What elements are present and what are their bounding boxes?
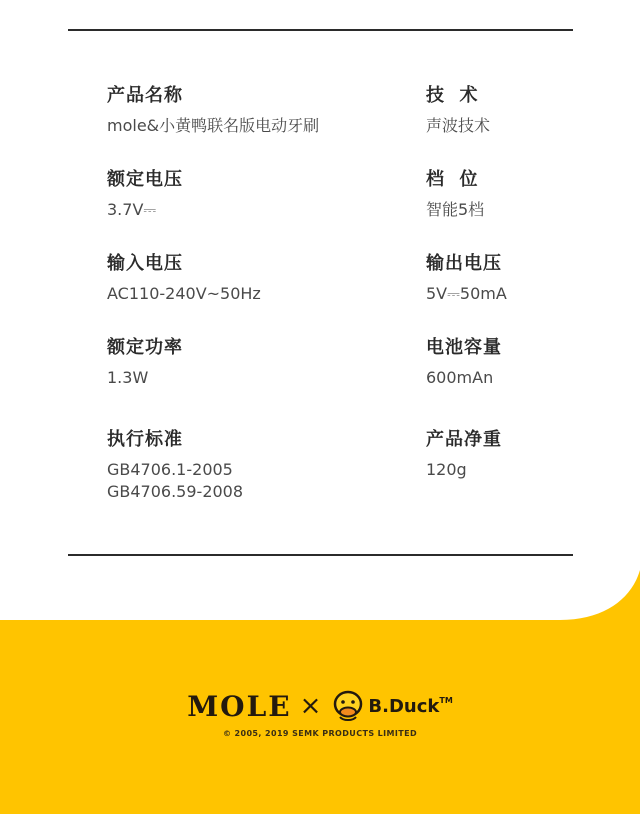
bduck-wordmark <box>368 696 452 717</box>
brand-logos <box>0 686 640 726</box>
spec-value: 120g <box>426 460 467 479</box>
spec-product-name <box>107 85 319 137</box>
spec-value: AC110-240V~50Hz <box>107 284 261 303</box>
spec-value: 600mAn <box>426 368 494 387</box>
spec-battery-capacity <box>426 337 502 389</box>
spec-label: 输出电压 <box>426 253 502 274</box>
spec-rated-voltage <box>107 169 183 221</box>
spec-label: 技 术 <box>426 85 479 106</box>
trademark-mark: TM <box>439 695 453 705</box>
copyright-notice: © 2005, 2019 SEMK PRODUCTS LIMITED <box>222 729 418 738</box>
spec-input-voltage <box>107 253 261 305</box>
spec-value: GB4706.1-2005 <box>107 460 233 479</box>
spec-value: 智能5档 <box>426 200 485 219</box>
spec-technology <box>426 85 490 137</box>
spec-output-voltage <box>426 253 507 305</box>
bottom-divider <box>68 554 573 556</box>
spec-label: 额定功率 <box>107 337 183 358</box>
spec-rated-power <box>107 337 183 389</box>
top-divider <box>68 29 573 31</box>
spec-value: 3.7V⎓ <box>107 200 157 219</box>
spec-value: 5V⎓50mA <box>426 284 507 303</box>
spec-label: 产品净重 <box>426 429 502 450</box>
spec-value: 声波技术 <box>426 116 491 135</box>
spec-standard <box>107 429 243 503</box>
spec-gear <box>426 169 484 221</box>
duck-icon <box>331 690 365 722</box>
spec-net-weight <box>426 429 502 481</box>
spec-value: 1.3W <box>107 368 149 387</box>
bduck-logo <box>331 690 452 722</box>
spec-label: 额定电压 <box>107 169 183 190</box>
spec-label: 输入电压 <box>107 253 183 274</box>
spec-label: 电池容量 <box>426 337 502 358</box>
spec-label: 执行标准 <box>107 429 183 450</box>
collab-times: × <box>299 691 322 721</box>
mole-logo: MOLE <box>187 689 292 723</box>
spec-label: 产品名称 <box>107 85 183 106</box>
spec-value: GB4706.59-2008 <box>107 482 244 501</box>
spec-value: mole&小黄鸭联名版电动牙刷 <box>107 116 320 135</box>
bduck-text: B.Duck <box>368 695 440 717</box>
spec-label: 档 位 <box>426 169 479 190</box>
